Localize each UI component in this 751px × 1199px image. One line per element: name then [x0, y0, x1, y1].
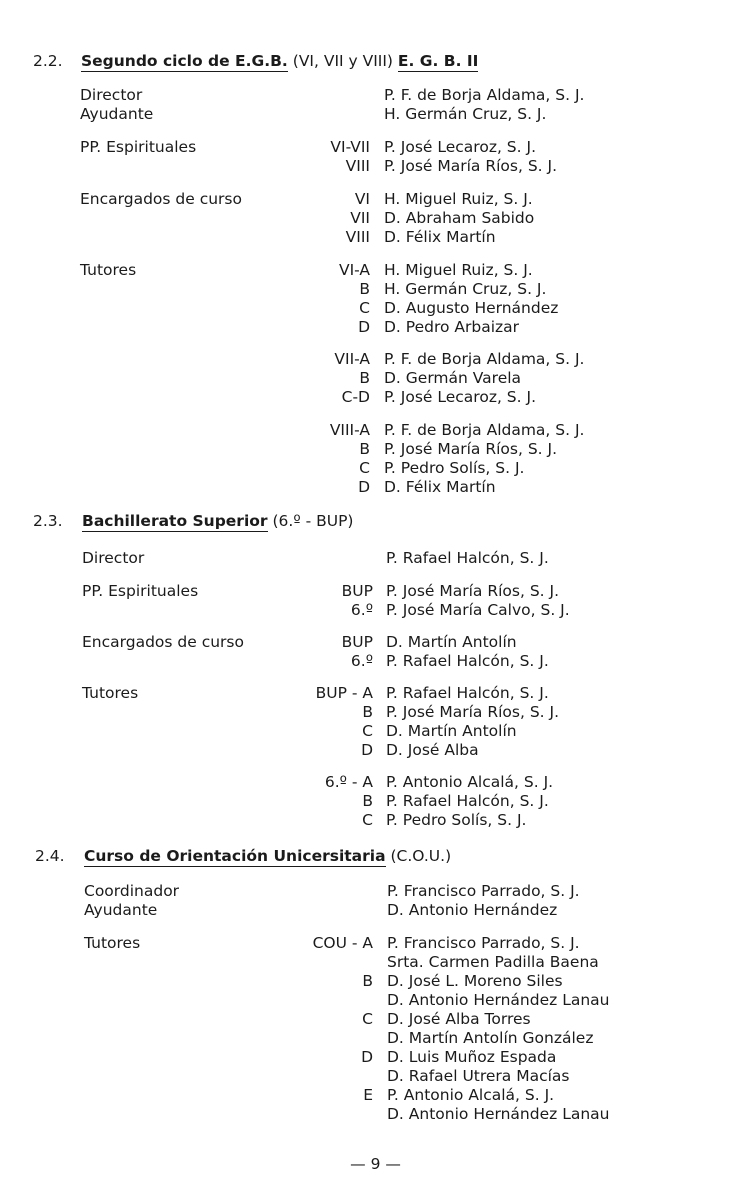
staff-role: Coordinador — [84, 882, 180, 900]
staff-row — [0, 582, 751, 601]
staff-row — [0, 972, 751, 991]
staff-row — [0, 991, 751, 1010]
staff-name: D. Félix Martín — [384, 228, 496, 246]
staff-row — [0, 1029, 751, 1048]
staff-row — [0, 86, 751, 105]
staff-name: P. Pedro Solís, S. J. — [384, 459, 525, 477]
staff-name: P. Antonio Alcalá, S. J. — [387, 1086, 555, 1104]
course-code: B — [362, 972, 373, 990]
section-extra-title: E. G. B. II — [397, 52, 479, 70]
staff-row — [0, 440, 751, 459]
course-code: 6.º - A — [324, 773, 373, 791]
staff-role: Encargados de curso — [80, 190, 242, 208]
staff-row — [0, 459, 751, 478]
course-code: C — [359, 459, 370, 477]
staff-row — [0, 388, 751, 407]
course-code: C — [362, 1010, 373, 1028]
staff-name: P. José María Ríos, S. J. — [384, 157, 558, 175]
course-code: C — [362, 811, 373, 829]
course-code: E — [363, 1086, 373, 1104]
staff-row — [0, 421, 751, 440]
course-code: B — [359, 369, 370, 387]
staff-row — [0, 811, 751, 830]
course-code: D — [361, 1048, 373, 1066]
staff-row — [0, 228, 751, 247]
course-code: VI-VII — [330, 138, 370, 156]
course-code: 6.º — [350, 601, 373, 619]
staff-row — [0, 299, 751, 318]
course-code: VIII-A — [329, 421, 370, 439]
staff-name: D. Luis Muñoz Espada — [387, 1048, 557, 1066]
staff-row — [0, 722, 751, 741]
staff-row — [0, 138, 751, 157]
staff-row — [0, 1086, 751, 1105]
staff-name: D. Antonio Hernández — [387, 901, 558, 919]
staff-row — [0, 934, 751, 953]
staff-name: H. Germán Cruz, S. J. — [384, 280, 547, 298]
staff-row — [0, 633, 751, 652]
staff-row — [0, 1010, 751, 1029]
staff-row — [0, 773, 751, 792]
staff-name: D. Pedro Arbaizar — [384, 318, 520, 336]
staff-name: D. José Alba — [386, 741, 479, 759]
staff-name: P. Rafael Halcón, S. J. — [386, 792, 549, 810]
staff-name: Srta. Carmen Padilla Baena — [387, 953, 599, 971]
section-number: 2.4. — [35, 847, 65, 865]
staff-name: D. José L. Moreno Siles — [387, 972, 563, 990]
staff-name: P. Francisco Parrado, S. J. — [387, 882, 580, 900]
staff-name: D. Abraham Sabido — [384, 209, 535, 227]
staff-name: P. José María Calvo, S. J. — [386, 601, 570, 619]
course-code: D — [358, 478, 370, 496]
staff-role: PP. Espirituales — [80, 138, 197, 156]
staff-row — [0, 157, 751, 176]
staff-role: Encargados de curso — [82, 633, 244, 651]
staff-name: P. Rafael Halcón, S. J. — [386, 652, 549, 670]
staff-name: P. Pedro Solís, S. J. — [386, 811, 527, 829]
course-code: VIII — [345, 228, 370, 246]
staff-name: D. Augusto Hernández — [384, 299, 559, 317]
staff-row — [0, 369, 751, 388]
staff-role: Ayudante — [84, 901, 158, 919]
staff-row — [0, 953, 751, 972]
section-subtitle: (6.º - BUP) — [272, 512, 354, 530]
staff-name: D. Germán Varela — [384, 369, 522, 387]
course-code: C — [359, 299, 370, 317]
course-code: BUP — [341, 582, 373, 600]
staff-name: D. Antonio Hernández Lanau — [387, 1105, 610, 1123]
staff-name: P. José María Ríos, S. J. — [384, 440, 558, 458]
staff-name: P. F. de Borja Aldama, S. J. — [384, 421, 585, 439]
staff-row — [0, 792, 751, 811]
section-subtitle: (VI, VII y VIII) — [292, 52, 393, 70]
course-code: 6.º — [350, 652, 373, 670]
staff-name: D. Martín Antolín González — [387, 1029, 594, 1047]
staff-role: PP. Espirituales — [82, 582, 199, 600]
section-number: 2.3. — [33, 512, 63, 530]
staff-name: P. Rafael Halcón, S. J. — [386, 549, 549, 567]
staff-row — [0, 601, 751, 620]
staff-name: P. Rafael Halcón, S. J. — [386, 684, 549, 702]
staff-role: Tutores — [82, 684, 139, 702]
staff-name: D. Antonio Hernández Lanau — [387, 991, 610, 1009]
staff-row — [0, 478, 751, 497]
staff-row — [0, 105, 751, 124]
staff-name: H. Miguel Ruiz, S. J. — [384, 261, 533, 279]
staff-row — [0, 1048, 751, 1067]
staff-name: H. Germán Cruz, S. J. — [384, 105, 547, 123]
course-code: BUP - A — [315, 684, 373, 702]
section-title: Bachillerato Superior — [82, 512, 268, 530]
staff-name: D. José Alba Torres — [387, 1010, 531, 1028]
section-title: Segundo ciclo de E.G.B. — [81, 52, 288, 70]
course-code: VI — [354, 190, 370, 208]
staff-name: P. José María Ríos, S. J. — [386, 582, 560, 600]
course-code: VII-A — [334, 350, 370, 368]
course-code: VII — [350, 209, 370, 227]
staff-name: P. F. de Borja Aldama, S. J. — [384, 350, 585, 368]
staff-row — [0, 901, 751, 920]
course-code: BUP — [341, 633, 373, 651]
staff-name: D. Rafael Utrera Macías — [387, 1067, 570, 1085]
staff-name: D. Félix Martín — [384, 478, 496, 496]
staff-name: P. José Lecaroz, S. J. — [384, 388, 536, 406]
staff-row — [0, 652, 751, 671]
staff-row — [0, 684, 751, 703]
staff-role: Director — [80, 86, 143, 104]
staff-role: Ayudante — [80, 105, 154, 123]
staff-row — [0, 190, 751, 209]
staff-name: P. José Lecaroz, S. J. — [384, 138, 536, 156]
staff-row — [0, 318, 751, 337]
staff-name: H. Miguel Ruiz, S. J. — [384, 190, 533, 208]
page-number: — 9 — — [350, 1155, 401, 1173]
staff-row — [0, 703, 751, 722]
course-code: D — [358, 318, 370, 336]
staff-name: P. Antonio Alcalá, S. J. — [386, 773, 554, 791]
course-code: B — [362, 703, 373, 721]
course-code: B — [359, 280, 370, 298]
course-code: B — [362, 792, 373, 810]
staff-row — [0, 261, 751, 280]
staff-row — [0, 350, 751, 369]
staff-name: P. José María Ríos, S. J. — [386, 703, 560, 721]
staff-name: D. Martín Antolín — [386, 633, 517, 651]
staff-role: Tutores — [84, 934, 141, 952]
course-code: VI-A — [338, 261, 370, 279]
staff-name: P. F. de Borja Aldama, S. J. — [384, 86, 585, 104]
staff-row — [0, 882, 751, 901]
course-code: B — [359, 440, 370, 458]
course-code: D — [361, 741, 373, 759]
staff-row — [0, 209, 751, 228]
course-code: C-D — [341, 388, 370, 406]
staff-role: Director — [82, 549, 145, 567]
staff-role: Tutores — [80, 261, 137, 279]
staff-row — [0, 741, 751, 760]
staff-row — [0, 280, 751, 299]
staff-name: P. Francisco Parrado, S. J. — [387, 934, 580, 952]
course-code: VIII — [345, 157, 370, 175]
section-number: 2.2. — [33, 52, 63, 70]
course-code: COU - A — [312, 934, 373, 952]
staff-row — [0, 1067, 751, 1086]
staff-row — [0, 1105, 751, 1124]
staff-row — [0, 549, 751, 568]
staff-name: D. Martín Antolín — [386, 722, 517, 740]
section-subtitle: (C.O.U.) — [390, 847, 452, 865]
section-title: Curso de Orientación Unicersitaria — [84, 847, 386, 865]
course-code: C — [362, 722, 373, 740]
